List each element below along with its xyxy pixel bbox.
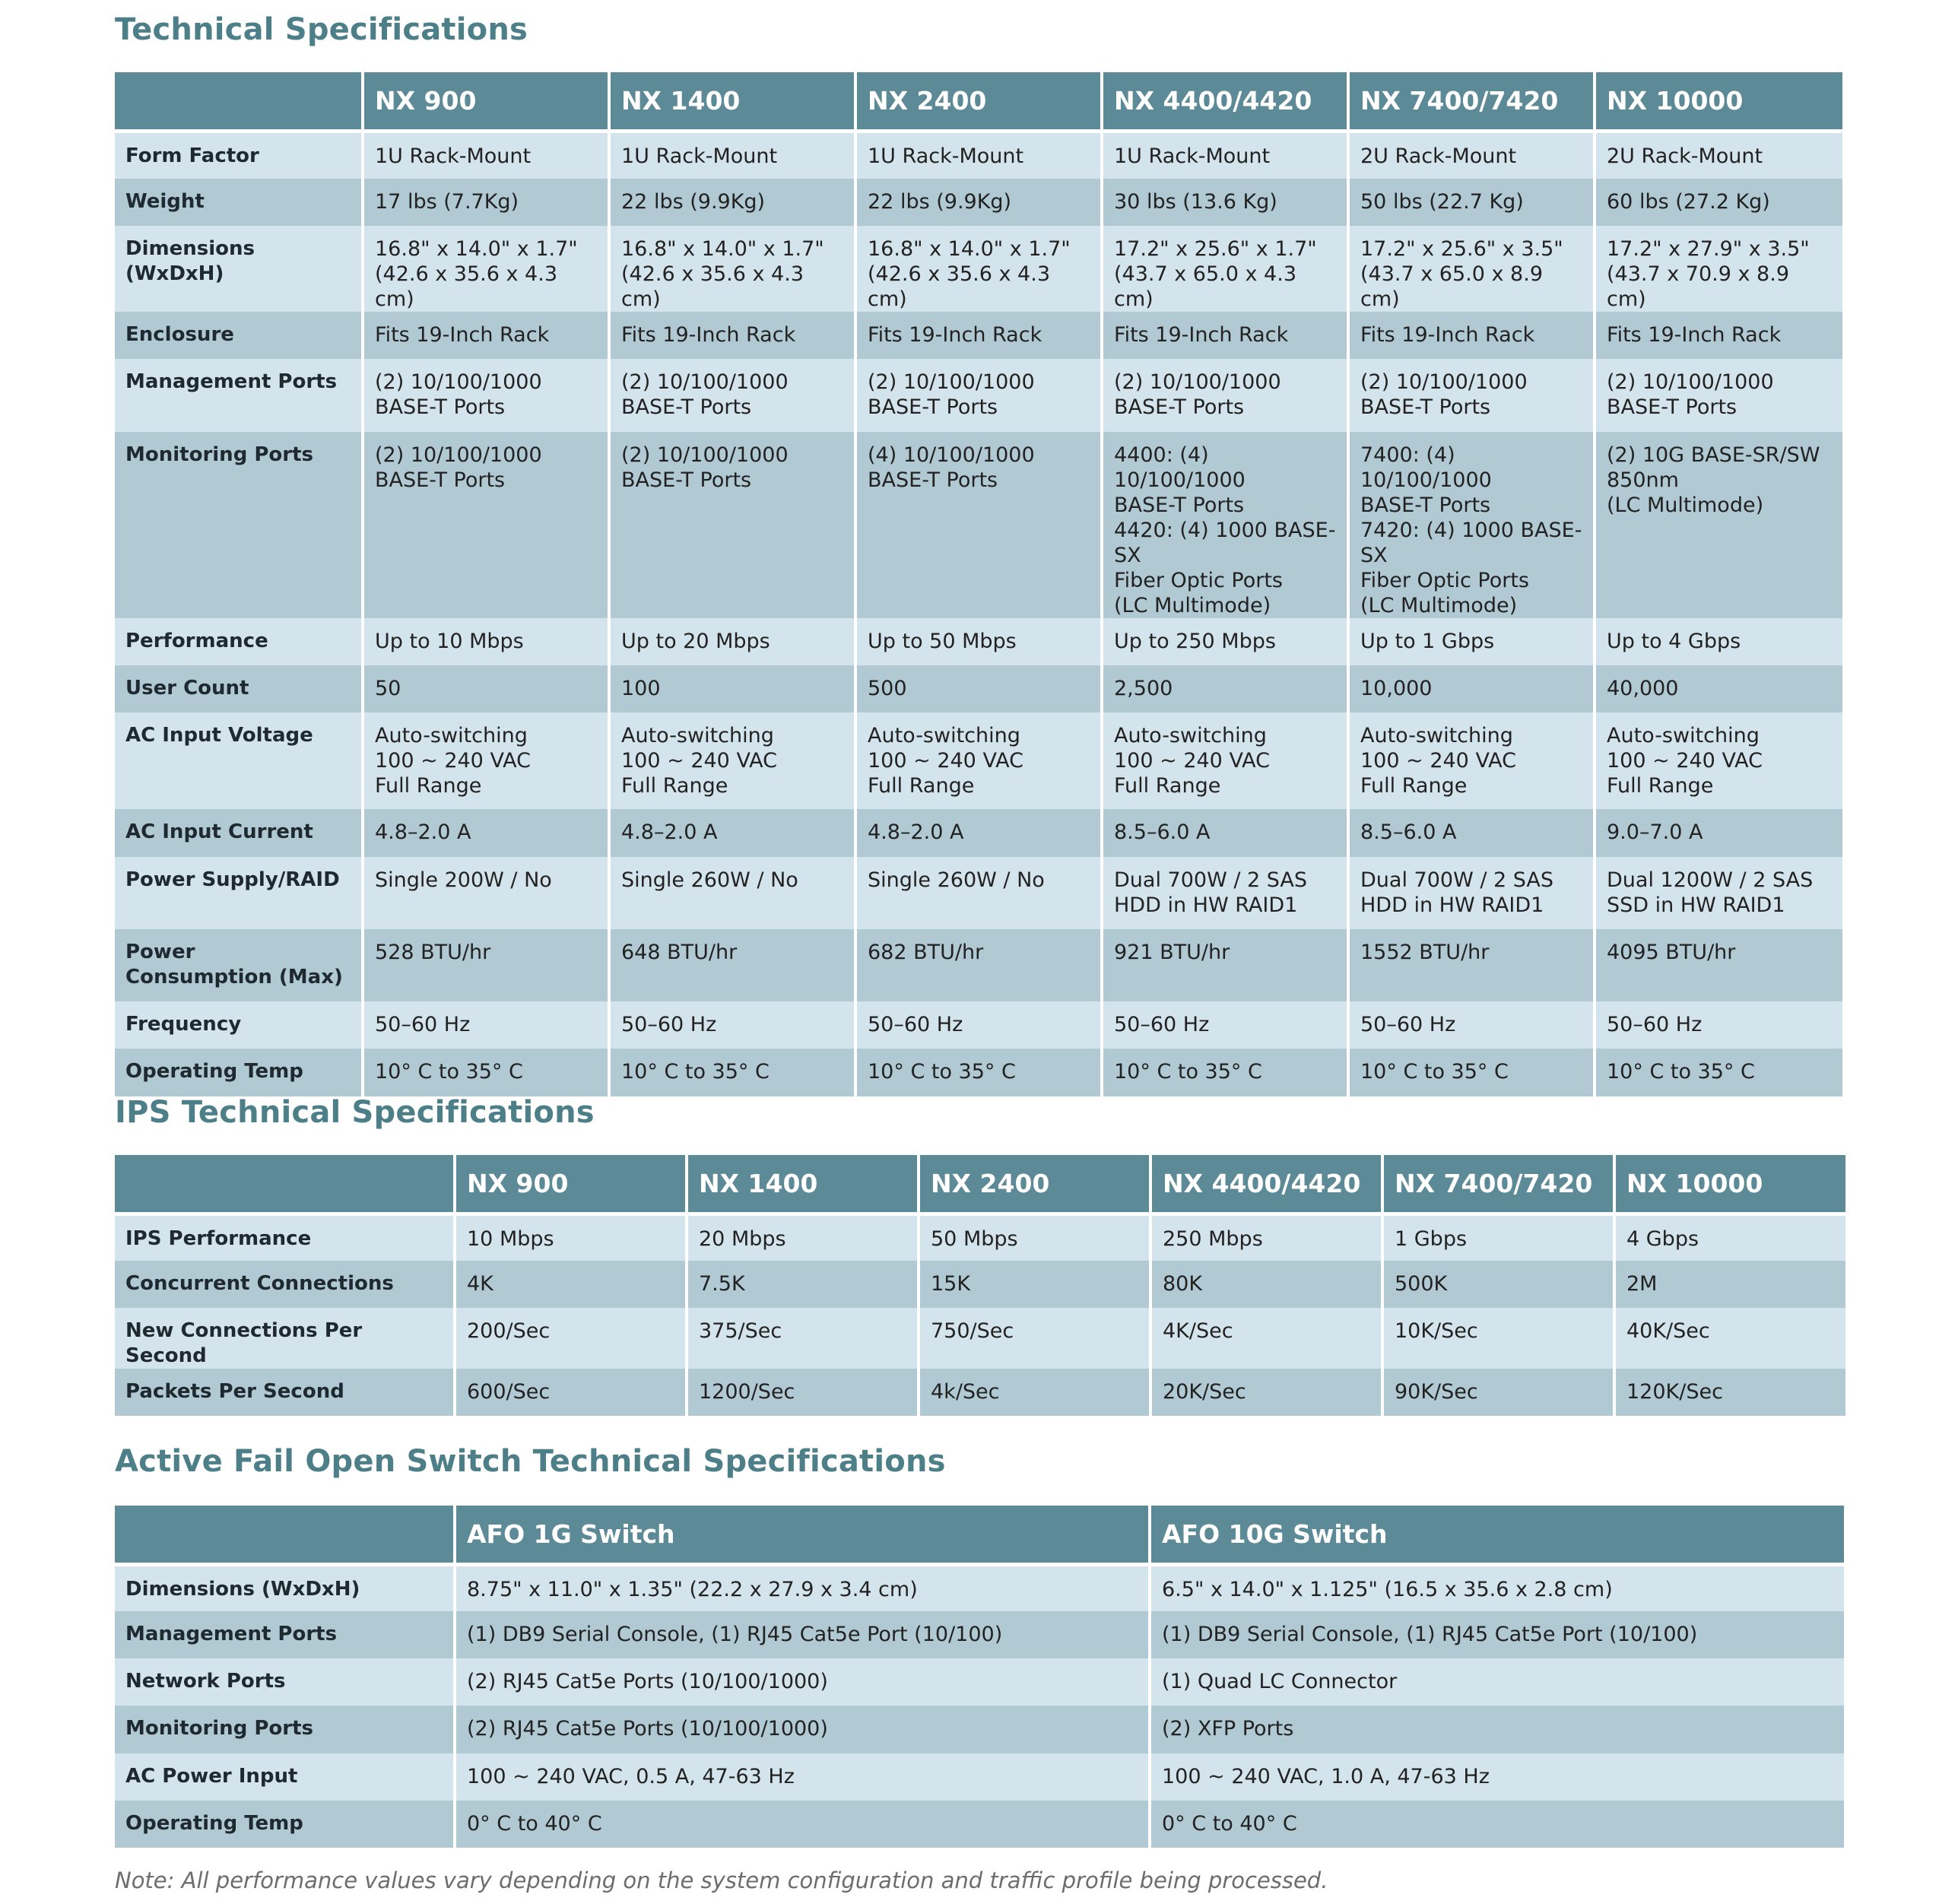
header-corner-cell: [115, 72, 363, 131]
spec-cell: 8.5–6.0 A: [1102, 809, 1348, 857]
spec-cell: 4.8–2.0 A: [363, 809, 609, 857]
row-label: Operating Temp: [115, 1801, 455, 1848]
row-label: Performance: [115, 618, 363, 665]
spec-cell: 9.0–7.0 A: [1595, 809, 1842, 857]
table-row: [115, 179, 1842, 226]
spec-cell: 200/Sec: [455, 1308, 687, 1369]
spec-cell: 50–60 Hz: [609, 1001, 855, 1049]
spec-cell: 17.2" x 25.6" x 3.5" (43.7 x 65.0 x 8.9 cm): [1348, 226, 1595, 312]
spec-cell: 500: [855, 665, 1102, 712]
spec-cell: 100 ~ 240 VAC, 1.0 A, 47-63 Hz: [1150, 1753, 1844, 1801]
spec-cell: 30 lbs (13.6 Kg): [1102, 179, 1348, 226]
column-header: NX 10000: [1614, 1155, 1845, 1214]
spec-cell: Up to 10 Mbps: [363, 618, 609, 665]
spec-cell: 60 lbs (27.2 Kg): [1595, 179, 1842, 226]
table-row: [115, 226, 1842, 312]
row-label: Power Consumption (Max): [115, 929, 363, 1001]
row-label: New Connections Per Second: [115, 1308, 455, 1369]
row-label: AC Power Input: [115, 1753, 455, 1801]
table-row: [115, 1801, 1844, 1848]
table-row: [115, 359, 1842, 432]
spec-cell: (2) RJ45 Cat5e Ports (10/100/1000): [455, 1706, 1150, 1753]
spec-cell: (2) RJ45 Cat5e Ports (10/100/1000): [455, 1658, 1150, 1706]
column-header: NX 1400: [687, 1155, 919, 1214]
header-row: [115, 1506, 1844, 1564]
spec-cell: 10° C to 35° C: [1102, 1049, 1348, 1096]
main-spec-table: [115, 72, 1842, 1096]
spec-cell: 16.8" x 14.0" x 1.7" (42.6 x 35.6 x 4.3 cm): [855, 226, 1102, 312]
row-label: Packets Per Second: [115, 1369, 455, 1416]
table-row: [115, 312, 1842, 359]
spec-cell: (1) DB9 Serial Console, (1) RJ45 Cat5e Port (10/100): [455, 1611, 1150, 1658]
spec-cell: (4) 10/100/1000 BASE-T Ports: [855, 432, 1102, 618]
spec-cell: 4k/Sec: [919, 1369, 1150, 1416]
spec-cell: 50–60 Hz: [1595, 1001, 1842, 1049]
spec-cell: 4095 BTU/hr: [1595, 929, 1842, 1001]
table-row: [115, 1658, 1844, 1706]
row-label: Network Ports: [115, 1658, 455, 1706]
table-row: [115, 432, 1842, 618]
spec-cell: (2) 10G BASE-SR/SW 850nm (LC Multimode): [1595, 432, 1842, 618]
spec-cell: Auto-switching 100 ~ 240 VAC Full Range: [1102, 712, 1348, 809]
column-header: AFO 10G Switch: [1150, 1506, 1844, 1564]
spec-cell: 500K: [1382, 1261, 1614, 1308]
table-row: [115, 929, 1842, 1001]
spec-cell: 50 lbs (22.7 Kg): [1348, 179, 1595, 226]
spec-cell: Auto-switching 100 ~ 240 VAC Full Range: [1595, 712, 1842, 809]
table-row: [115, 1261, 1845, 1308]
spec-cell: 10° C to 35° C: [609, 1049, 855, 1096]
spec-cell: 0° C to 40° C: [1150, 1801, 1844, 1848]
spec-cell: 10° C to 35° C: [363, 1049, 609, 1096]
row-label: AC Input Voltage: [115, 712, 363, 809]
row-label: Enclosure: [115, 312, 363, 359]
spec-cell: 22 lbs (9.9Kg): [609, 179, 855, 226]
spec-cell: Single 200W / No: [363, 857, 609, 929]
table-row: [115, 1369, 1845, 1416]
spec-cell: Up to 250 Mbps: [1102, 618, 1348, 665]
spec-cell: 1 Gbps: [1382, 1214, 1614, 1261]
spec-cell: Up to 4 Gbps: [1595, 618, 1842, 665]
row-label: IPS Performance: [115, 1214, 455, 1261]
spec-cell: 10K/Sec: [1382, 1308, 1614, 1369]
row-label: Frequency: [115, 1001, 363, 1049]
row-label: Concurrent Connections: [115, 1261, 455, 1308]
column-header: NX 7400/7420: [1382, 1155, 1614, 1214]
column-header: NX 7400/7420: [1348, 72, 1595, 131]
table-row: [115, 1308, 1845, 1369]
afo-spec-title: Active Fail Open Switch Technical Specifications: [115, 1444, 946, 1479]
spec-cell: Fits 19-Inch Rack: [1348, 312, 1595, 359]
table-row: [115, 1611, 1844, 1658]
spec-cell: 50: [363, 665, 609, 712]
performance-note: Note: All performance values vary depending on the system configuration and traffic profile being processed.: [115, 1868, 1328, 1893]
spec-cell: 4 Gbps: [1614, 1214, 1845, 1261]
spec-cell: Up to 1 Gbps: [1348, 618, 1595, 665]
table-row: [115, 809, 1842, 857]
spec-cell: 10° C to 35° C: [1595, 1049, 1842, 1096]
spec-cell: 250 Mbps: [1150, 1214, 1382, 1261]
row-label: Management Ports: [115, 359, 363, 432]
spec-cell: 375/Sec: [687, 1308, 919, 1369]
spec-cell: 10 Mbps: [455, 1214, 687, 1261]
table-row: [115, 1753, 1844, 1801]
spec-cell: (1) DB9 Serial Console, (1) RJ45 Cat5e Port (10/100): [1150, 1611, 1844, 1658]
spec-cell: 1U Rack-Mount: [1102, 131, 1348, 179]
spec-cell: 4.8–2.0 A: [855, 809, 1102, 857]
spec-cell: 2U Rack-Mount: [1348, 131, 1595, 179]
header-row: [115, 72, 1842, 131]
table-row: [115, 1706, 1844, 1753]
spec-cell: 4.8–2.0 A: [609, 809, 855, 857]
spec-cell: Auto-switching 100 ~ 240 VAC Full Range: [1348, 712, 1595, 809]
spec-cell: (2) 10/100/1000 BASE-T Ports: [363, 359, 609, 432]
table-row: [115, 857, 1842, 929]
spec-cell: 1200/Sec: [687, 1369, 919, 1416]
spec-cell: Fits 19-Inch Rack: [1595, 312, 1842, 359]
row-label: Operating Temp: [115, 1049, 363, 1096]
table-row: [115, 665, 1842, 712]
row-label: Dimensions (WxDxH): [115, 1564, 455, 1611]
spec-cell: (2) 10/100/1000 BASE-T Ports: [1595, 359, 1842, 432]
spec-cell: 100 ~ 240 VAC, 0.5 A, 47-63 Hz: [455, 1753, 1150, 1801]
spec-cell: 80K: [1150, 1261, 1382, 1308]
column-header: NX 2400: [919, 1155, 1150, 1214]
spec-cell: 10° C to 35° C: [855, 1049, 1102, 1096]
row-label: AC Input Current: [115, 809, 363, 857]
spec-cell: 1U Rack-Mount: [855, 131, 1102, 179]
spec-cell: 4K: [455, 1261, 687, 1308]
spec-cell: Single 260W / No: [609, 857, 855, 929]
spec-cell: 682 BTU/hr: [855, 929, 1102, 1001]
spec-cell: 2,500: [1102, 665, 1348, 712]
spec-cell: 8.5–6.0 A: [1348, 809, 1595, 857]
spec-cell: 1U Rack-Mount: [609, 131, 855, 179]
spec-cell: 40,000: [1595, 665, 1842, 712]
spec-cell: (2) 10/100/1000 BASE-T Ports: [609, 432, 855, 618]
spec-cell: (1) Quad LC Connector: [1150, 1658, 1844, 1706]
spec-cell: 528 BTU/hr: [363, 929, 609, 1001]
spec-cell: Fits 19-Inch Rack: [1102, 312, 1348, 359]
spec-cell: 17.2" x 25.6" x 1.7" (43.7 x 65.0 x 4.3 cm): [1102, 226, 1348, 312]
spec-cell: Dual 700W / 2 SAS HDD in HW RAID1: [1348, 857, 1595, 929]
spec-cell: 750/Sec: [919, 1308, 1150, 1369]
table-row: [115, 1564, 1844, 1611]
spec-cell: 50 Mbps: [919, 1214, 1150, 1261]
spec-cell: 90K/Sec: [1382, 1369, 1614, 1416]
spec-cell: Fits 19-Inch Rack: [855, 312, 1102, 359]
row-label: Management Ports: [115, 1611, 455, 1658]
ips-spec-title: IPS Technical Specifications: [115, 1095, 595, 1130]
spec-cell: Dual 700W / 2 SAS HDD in HW RAID1: [1102, 857, 1348, 929]
spec-cell: 1U Rack-Mount: [363, 131, 609, 179]
spec-cell: 648 BTU/hr: [609, 929, 855, 1001]
main-spec-title: Technical Specifications: [115, 12, 528, 47]
row-label: Weight: [115, 179, 363, 226]
header-corner-cell: [115, 1155, 455, 1214]
column-header: NX 4400/4420: [1150, 1155, 1382, 1214]
spec-cell: 0° C to 40° C: [455, 1801, 1150, 1848]
spec-cell: 600/Sec: [455, 1369, 687, 1416]
header-corner-cell: [115, 1506, 455, 1564]
column-header: NX 2400: [855, 72, 1102, 131]
spec-cell: 100: [609, 665, 855, 712]
spec-cell: (2) 10/100/1000 BASE-T Ports: [363, 432, 609, 618]
spec-cell: 50–60 Hz: [1102, 1001, 1348, 1049]
row-label: User Count: [115, 665, 363, 712]
spec-cell: 20K/Sec: [1150, 1369, 1382, 1416]
spec-cell: (2) 10/100/1000 BASE-T Ports: [855, 359, 1102, 432]
spec-cell: 7400: (4) 10/100/1000 BASE-T Ports 7420: (4) 1000 BASE-SX Fiber Optic Ports (LC Multimode): [1348, 432, 1595, 618]
spec-cell: Auto-switching 100 ~ 240 VAC Full Range: [609, 712, 855, 809]
table-row: [115, 712, 1842, 809]
ips-spec-table: [115, 1155, 1845, 1416]
spec-cell: Up to 50 Mbps: [855, 618, 1102, 665]
spec-cell: Fits 19-Inch Rack: [609, 312, 855, 359]
table-row: [115, 1214, 1845, 1261]
header-row: [115, 1155, 1845, 1214]
spec-cell: 4K/Sec: [1150, 1308, 1382, 1369]
spec-cell: 40K/Sec: [1614, 1308, 1845, 1369]
spec-cell: 6.5" x 14.0" x 1.125" (16.5 x 35.6 x 2.8 cm): [1150, 1564, 1844, 1611]
spec-cell: Auto-switching 100 ~ 240 VAC Full Range: [363, 712, 609, 809]
spec-cell: Auto-switching 100 ~ 240 VAC Full Range: [855, 712, 1102, 809]
table-row: [115, 618, 1842, 665]
spec-cell: 8.75" x 11.0" x 1.35" (22.2 x 27.9 x 3.4 cm): [455, 1564, 1150, 1611]
spec-cell: 20 Mbps: [687, 1214, 919, 1261]
spec-cell: 50–60 Hz: [363, 1001, 609, 1049]
spec-cell: 22 lbs (9.9Kg): [855, 179, 1102, 226]
spec-cell: 16.8" x 14.0" x 1.7" (42.6 x 35.6 x 4.3 cm): [609, 226, 855, 312]
spec-cell: (2) XFP Ports: [1150, 1706, 1844, 1753]
row-label: Dimensions (WxDxH): [115, 226, 363, 312]
spec-cell: 2M: [1614, 1261, 1845, 1308]
spec-cell: Single 260W / No: [855, 857, 1102, 929]
spec-cell: (2) 10/100/1000 BASE-T Ports: [1348, 359, 1595, 432]
spec-cell: (2) 10/100/1000 BASE-T Ports: [1102, 359, 1348, 432]
table-row: [115, 1001, 1842, 1049]
afo-spec-table: [115, 1506, 1844, 1848]
spec-cell: (2) 10/100/1000 BASE-T Ports: [609, 359, 855, 432]
spec-cell: 10° C to 35° C: [1348, 1049, 1595, 1096]
row-label: Monitoring Ports: [115, 1706, 455, 1753]
spec-cell: 16.8" x 14.0" x 1.7" (42.6 x 35.6 x 4.3 cm): [363, 226, 609, 312]
spec-cell: 10,000: [1348, 665, 1595, 712]
spec-cell: 120K/Sec: [1614, 1369, 1845, 1416]
column-header: NX 900: [363, 72, 609, 131]
spec-cell: Up to 20 Mbps: [609, 618, 855, 665]
spec-cell: 7.5K: [687, 1261, 919, 1308]
spec-cell: 17 lbs (7.7Kg): [363, 179, 609, 226]
spec-cell: 17.2" x 27.9" x 3.5" (43.7 x 70.9 x 8.9 cm): [1595, 226, 1842, 312]
spec-cell: Dual 1200W / 2 SAS SSD in HW RAID1: [1595, 857, 1842, 929]
table-row: [115, 1049, 1842, 1096]
table-row: [115, 131, 1842, 179]
spec-cell: 1552 BTU/hr: [1348, 929, 1595, 1001]
column-header: AFO 1G Switch: [455, 1506, 1150, 1564]
column-header: NX 4400/4420: [1102, 72, 1348, 131]
spec-cell: 4400: (4) 10/100/1000 BASE-T Ports 4420: (4) 1000 BASE-SX Fiber Optic Ports (LC Multimode): [1102, 432, 1348, 618]
spec-cell: 50–60 Hz: [855, 1001, 1102, 1049]
column-header: NX 1400: [609, 72, 855, 131]
row-label: Form Factor: [115, 131, 363, 179]
spec-cell: 2U Rack-Mount: [1595, 131, 1842, 179]
column-header: NX 900: [455, 1155, 687, 1214]
spec-cell: Fits 19-Inch Rack: [363, 312, 609, 359]
spec-cell: 921 BTU/hr: [1102, 929, 1348, 1001]
row-label: Power Supply/RAID: [115, 857, 363, 929]
row-label: Monitoring Ports: [115, 432, 363, 618]
spec-cell: 15K: [919, 1261, 1150, 1308]
spec-cell: 50–60 Hz: [1348, 1001, 1595, 1049]
column-header: NX 10000: [1595, 72, 1842, 131]
